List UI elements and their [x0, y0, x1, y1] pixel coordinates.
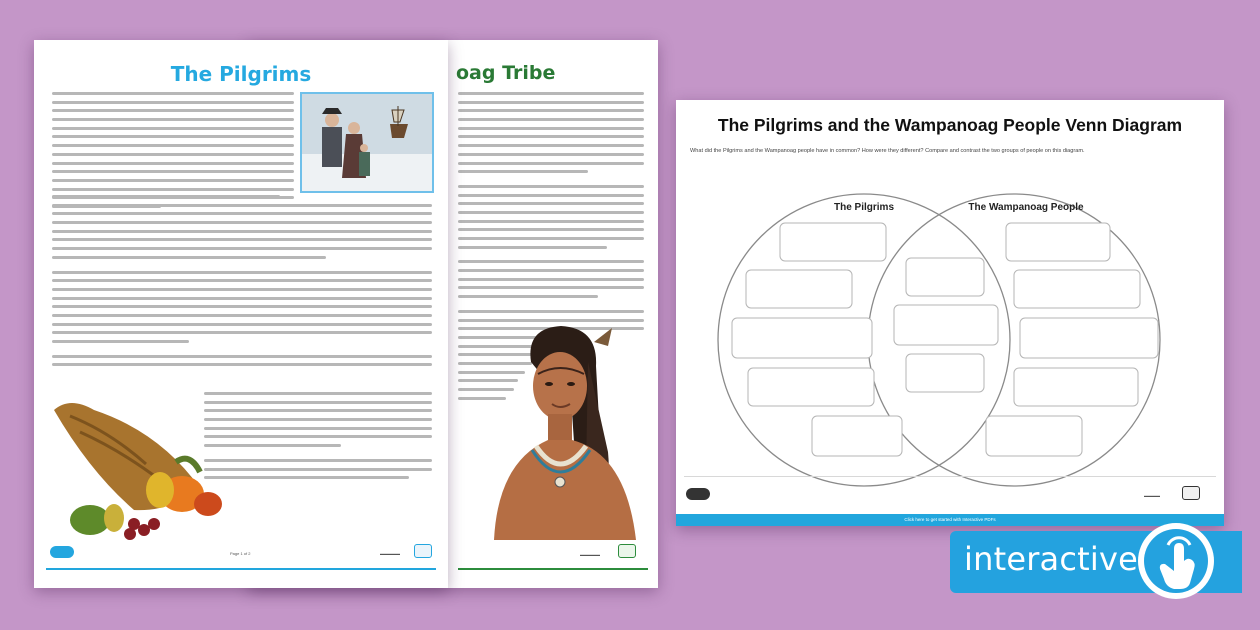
venn-left-box[interactable]: [732, 318, 872, 358]
venn-instructions: What did the Pilgrims and the Wampanoag people have in common? How were they different? Compare and contrast the two groups of people on this diagram.: [690, 148, 1085, 154]
venn-interactive-strip[interactable]: Click here to get started with Interactive PDFs: [676, 514, 1224, 526]
pilgrims-family-image: [300, 92, 434, 193]
pilgrims-page-title: The Pilgrims: [170, 62, 312, 86]
venn-footer-line: [684, 476, 1216, 477]
pilgrims-page-number: Page 1 of 2: [230, 551, 251, 556]
venn-right-box[interactable]: [986, 416, 1082, 456]
venn-right-box[interactable]: [1020, 318, 1158, 358]
venn-right-box[interactable]: [1014, 270, 1140, 308]
venn-page-title: The Pilgrims and the Wampanoag People Venn Diagram: [717, 115, 1183, 135]
venn-diagram: [676, 100, 1224, 526]
venn-left-box[interactable]: [746, 270, 852, 308]
pilgrims-page[interactable]: [34, 40, 448, 588]
wampanoag-footer-bar: [458, 568, 648, 570]
venn-footer-text: ▬▬▬▬: [1144, 493, 1160, 498]
wampanoag-page-title: oag Tribe: [456, 62, 556, 84]
interactive-badge[interactable]: [950, 531, 1242, 593]
wampanoag-footer-logo-icon: [618, 544, 636, 558]
venn-footer-logo-icon: [1182, 486, 1200, 500]
pilgrims-footer-text: ▬▬▬▬▬: [380, 551, 400, 556]
venn-left-box[interactable]: [812, 416, 902, 456]
venn-diagram-page[interactable]: [676, 100, 1224, 526]
venn-right-box[interactable]: [1014, 368, 1138, 406]
venn-middle-box[interactable]: [894, 305, 998, 345]
interactive-label: interactive: [964, 540, 1139, 578]
wampanoag-man-illustration: [476, 322, 646, 540]
twinkl-logo-icon: [50, 546, 74, 558]
pilgrims-footer-bar: [46, 568, 436, 570]
venn-left-label: The Pilgrims: [833, 202, 895, 213]
venn-middle-box[interactable]: [906, 354, 984, 392]
pilgrims-squanto-text: [204, 392, 432, 485]
venn-twinkl-logo-icon: [686, 488, 710, 500]
venn-right-label: The Wampanoag People: [968, 202, 1084, 213]
venn-left-box[interactable]: [780, 223, 886, 261]
venn-left-box[interactable]: [748, 368, 874, 406]
pilgrims-footer-logo-icon: [414, 544, 432, 558]
pilgrims-body-text: [52, 195, 432, 372]
venn-right-box[interactable]: [1006, 223, 1110, 261]
venn-middle-box[interactable]: [906, 258, 984, 296]
cornucopia-illustration: [50, 392, 230, 540]
tap-hand-icon: [1132, 517, 1220, 605]
wampanoag-footer-text: ▬▬▬▬▬: [580, 552, 600, 557]
